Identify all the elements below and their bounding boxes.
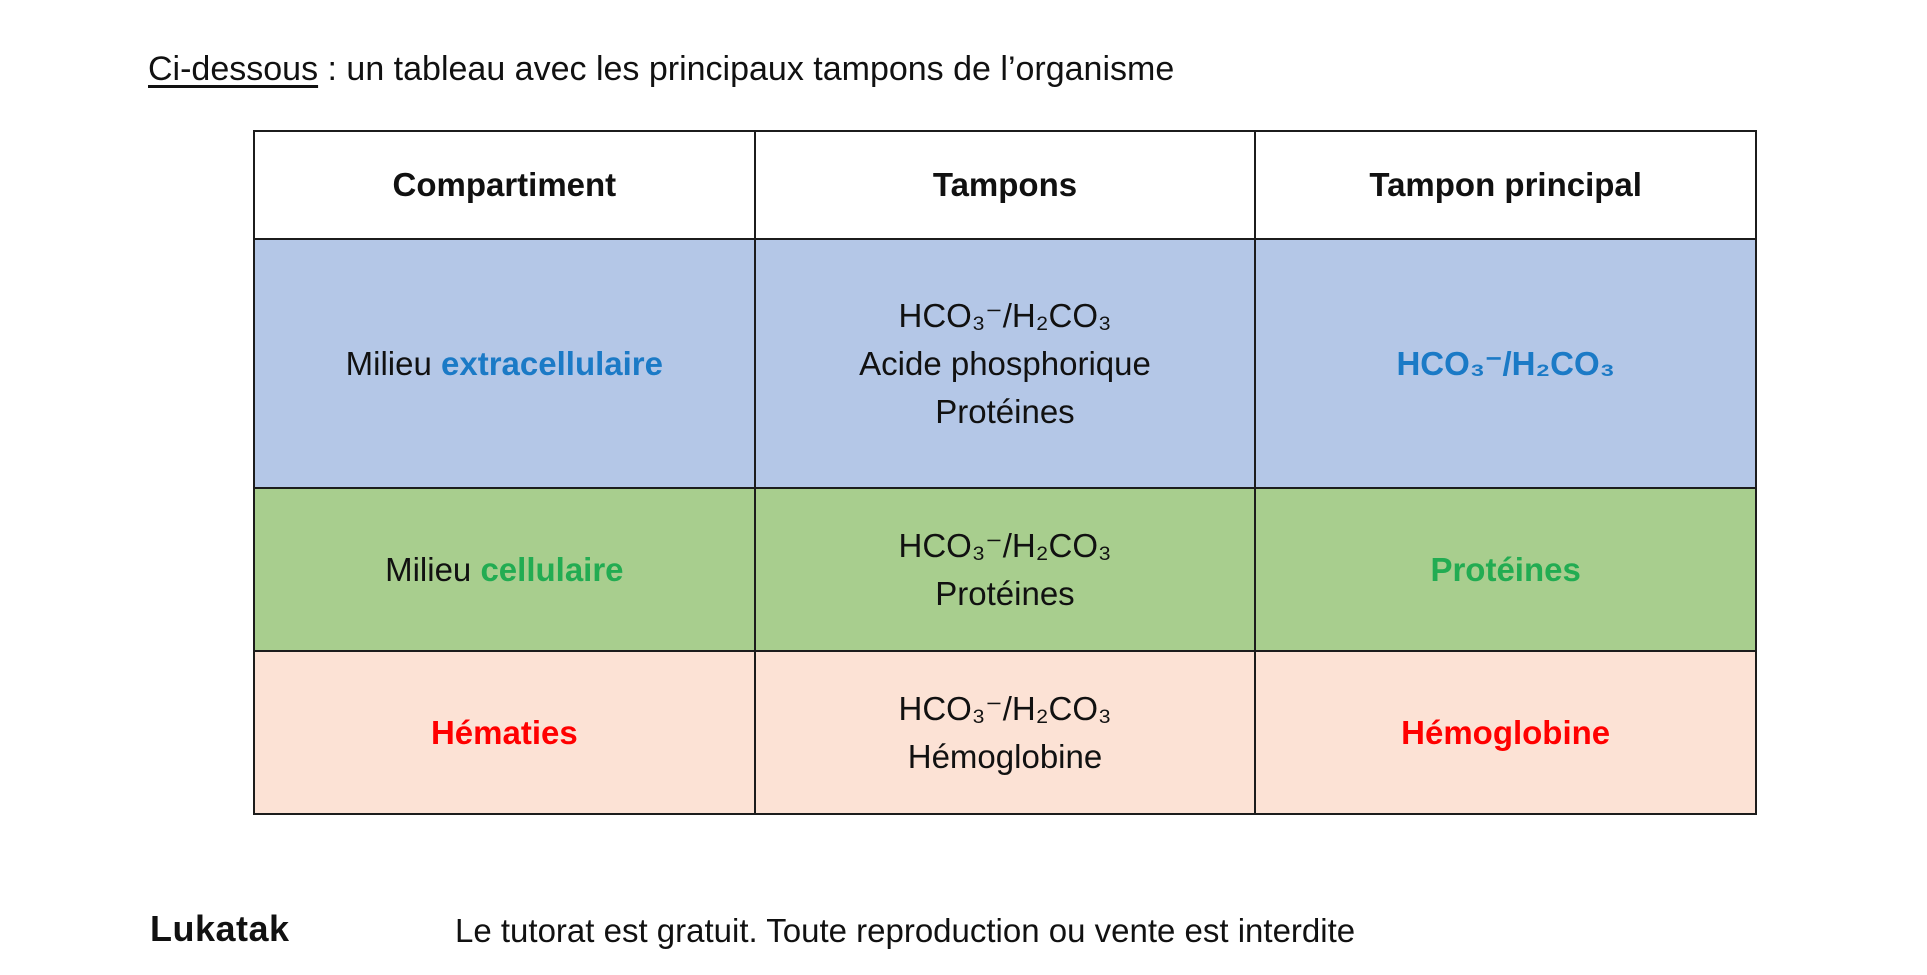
header-row: [254, 131, 1756, 239]
page-title-underlined-part: Ci-dessous: [148, 50, 319, 88]
buffers-table-body: [254, 239, 1756, 814]
compartment-prefix: Milieu: [385, 550, 481, 588]
tampon-line: HCO₃⁻/H₂CO₃: [898, 526, 1112, 564]
principal-buffer: HCO₃⁻/H₂CO₃: [1396, 345, 1615, 382]
header-tampons: Tampons: [755, 131, 1256, 239]
cell-compartment-hematies: [254, 651, 755, 814]
tampon-line: Protéines: [935, 392, 1075, 430]
buffers-table: [253, 130, 1757, 815]
compartment-highlight: cellulaire: [480, 550, 624, 588]
table-row-extracellular: [254, 239, 1756, 488]
cell-tampons-hematies: [755, 651, 1256, 814]
compartment-highlight: Hématies: [430, 713, 578, 751]
table-row-cellular: [254, 488, 1756, 651]
cell-tampons-extracellular: [755, 239, 1256, 488]
compartment-prefix: Milieu: [345, 344, 442, 382]
page-title-rest: : un tableau avec les principaux tampons de l’organisme: [318, 50, 1175, 88]
buffers-table-head: [254, 131, 1756, 239]
cell-compartment-cellular: [254, 488, 755, 651]
tampon-line: Hémoglobine: [907, 737, 1103, 775]
principal-buffer: Protéines: [1430, 550, 1581, 588]
tampon-line: HCO₃⁻/H₂CO₃: [898, 296, 1112, 334]
header-tampon-principal: Tampon principal: [1255, 131, 1756, 239]
tampon-line: Acide phosphorique: [859, 344, 1151, 382]
table-row-hematies: [254, 651, 1756, 814]
header-compartiment: Compartiment: [254, 131, 755, 239]
footer-notice: Le tutorat est gratuit. Toute reproduction ou vente est interdite: [455, 912, 1356, 949]
tampon-line: Protéines: [935, 574, 1075, 612]
compartment-highlight: extracellulaire: [441, 344, 663, 382]
cell-principal-cellular: [1255, 488, 1756, 651]
cell-tampons-cellular: [755, 488, 1256, 651]
cell-principal-hematies: [1255, 651, 1756, 814]
cell-principal-extracellular: [1255, 239, 1756, 488]
brand-logo-text: Lukatak: [150, 908, 290, 949]
tampon-line: HCO₃⁻/H₂CO₃: [898, 689, 1112, 727]
page-title: [148, 48, 1174, 90]
cell-compartment-extracellular: [254, 239, 755, 488]
principal-buffer: Hémoglobine: [1401, 713, 1611, 751]
